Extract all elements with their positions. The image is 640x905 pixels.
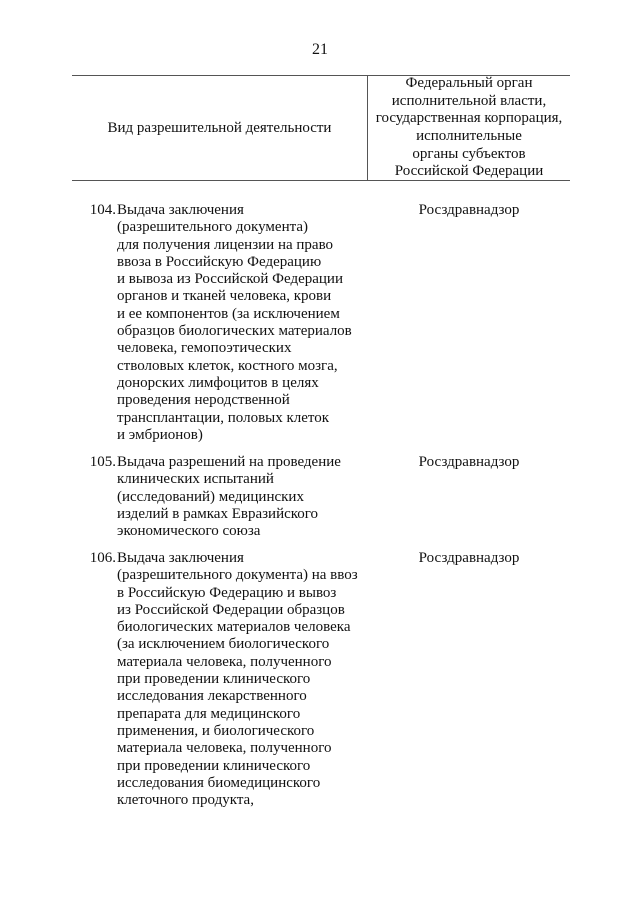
row-text-line: в Российскую Федерацию и вывоз (117, 584, 337, 601)
row-text-line: человека, гемопоэтических (117, 340, 292, 357)
row-text-line: ввоза в Российскую Федерацию (117, 253, 322, 270)
row-text-line: проведения неродственной (117, 392, 290, 409)
header-authority (368, 76, 570, 180)
row-authority: Росздравнадзор (418, 454, 520, 470)
row-text-line: (разрешительного документа) (117, 219, 308, 236)
row-text-line: органов и тканей человека, крови (117, 288, 332, 305)
row-authority: Росздравнадзор (418, 202, 520, 218)
row-number: 104. (89, 202, 116, 218)
row-text-line: при проведении клинического (117, 757, 311, 774)
page-number: 21 (312, 41, 328, 58)
row-text-line: клинических испытаний (117, 471, 274, 488)
row-text-line: изделий в рамках Евразийского (117, 505, 319, 522)
row-text-line: экономического союза (117, 523, 261, 540)
row-number: 106. (89, 550, 116, 566)
row-text-line: для получения лицензии на право (117, 236, 334, 253)
row-text-line: материала человека, полученного (117, 740, 332, 757)
header-authority-line: Российской Федерации (394, 163, 544, 180)
row-text-line: Выдача разрешений на проведение (117, 454, 341, 470)
header-authority-line: органы субъектов (412, 145, 526, 162)
row-text-line: материала человека, полученного (117, 653, 332, 670)
row-text-line: препарата для медицинского (117, 705, 301, 722)
header-authority-line: Федеральный орган (405, 75, 533, 92)
row-text-line: исследования биомедицинского (117, 774, 321, 791)
row-text-line: образцов биологических материалов (117, 323, 352, 340)
row-text-line: исследования лекарственного (117, 688, 307, 705)
row-text-line: применения, и биологического (117, 722, 315, 739)
row-text-line: биологических материалов человека (117, 619, 351, 636)
row-number: 105. (89, 454, 116, 470)
row-text-line: при проведении клинического (117, 671, 311, 688)
row-text-line: (разрешительного документа) на ввоз (117, 567, 358, 584)
row-text-line: (за исключением биологического (117, 636, 330, 653)
row-activity-text (117, 454, 377, 540)
table-header (72, 75, 570, 181)
row-text-line: донорских лимфоцитов в целях (117, 374, 319, 391)
header-authority-line: исполнительные (416, 128, 522, 144)
row-text-line: и эмбрионов) (117, 426, 203, 443)
header-authority-line: государственная корпорация, (375, 110, 563, 127)
row-activity-text (117, 550, 377, 809)
row-text-line: стволовых клеток, костного мозга, (117, 357, 338, 374)
row-text-line: из Российской Федерации образцов (117, 601, 345, 618)
row-text-line: Выдача заключения (117, 550, 244, 566)
row-text-line: и вывоза из Российской Федерации (117, 271, 343, 288)
row-activity-text (117, 202, 377, 444)
row-text-line: (исследований) медицинских (117, 488, 304, 505)
header-activity-type: Вид разрешительной деятельности (107, 120, 332, 136)
row-text-line: Выдача заключения (117, 202, 244, 218)
row-text-line: трансплантации, половых клеток (117, 409, 330, 426)
row-text-line: клеточного продукта, (117, 792, 254, 809)
header-authority-line: исполнительной власти, (391, 92, 547, 109)
row-text-line: и ее компонентов (за исключением (117, 305, 340, 322)
row-authority: Росздравнадзор (418, 550, 520, 566)
